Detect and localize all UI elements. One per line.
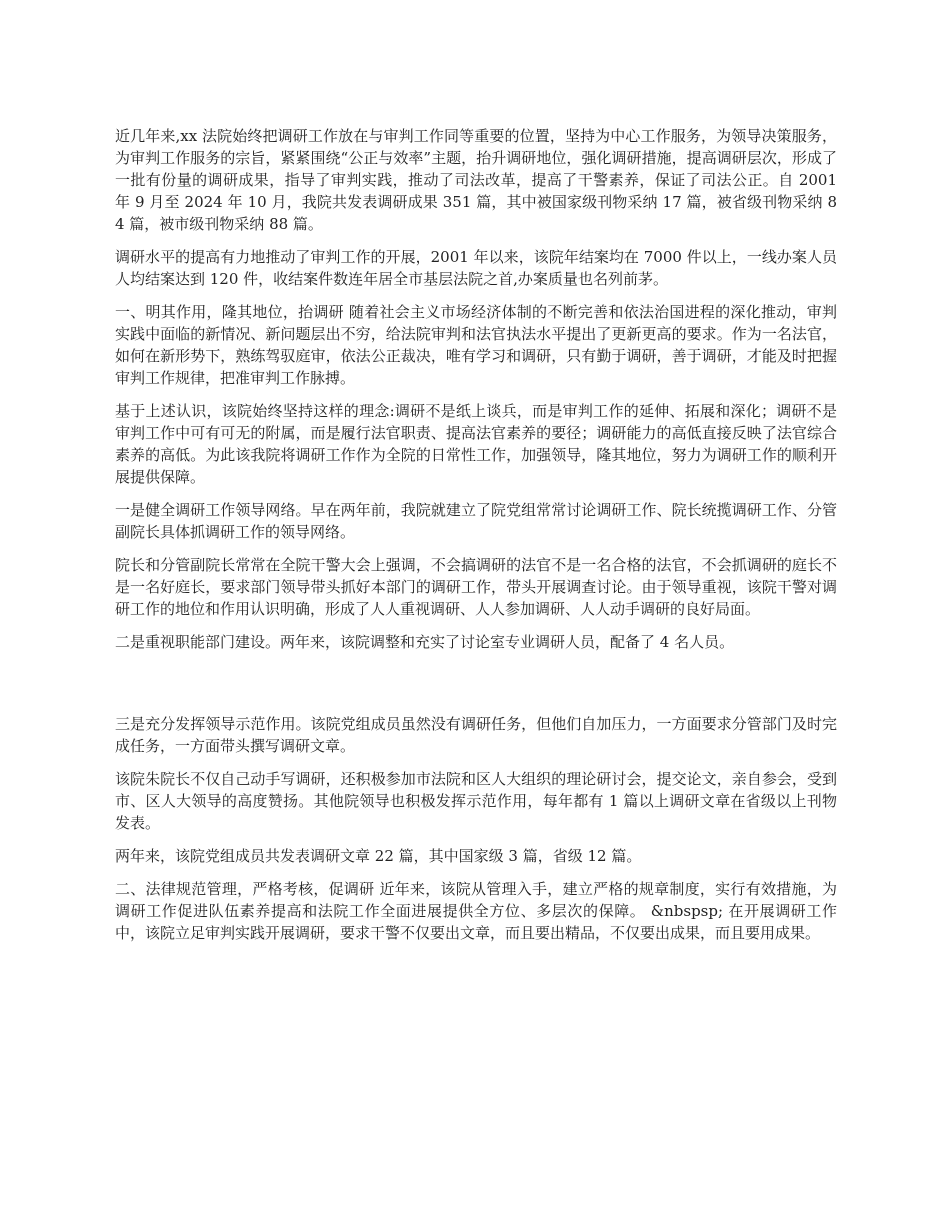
paragraph-results: 调研水平的提高有力地推动了审判工作的开展，2001 年以来，该院年结案均在 7000 件以上，一线办案人员人均结案达到 120 件，收结案件数连年居全市基层法院之首,办案质量也名列前茅。: [115, 248, 837, 288]
paragraph-section-one: 一、明其作用，隆其地位，抬调研 随着社会主义市场经济体制的不断完善和依法治国进程的深化推动，审判实践中面临的新情况、新问题层出不穷，给法院审判和法官执法水平提出了更新更高的要求。作为一名法官，如何在新形势下，熟练驾驭庭审，依法公正裁决，唯有学习和调研，只有勤于调研，善于调研，才能及时把握审判工作规律，把准审判工作脉搏。: [115, 303, 837, 387]
paragraph-department-building: 二是重视职能部门建设。两年来，该院调整和充实了讨论室专业调研人员，配备了 4 名人员。: [115, 633, 735, 651]
paragraph-philosophy: 基于上述认识，该院始终坚持这样的理念:调研不是纸上谈兵，而是审判工作的延伸、拓展和深化；调研不是审判工作中可有可无的附属，而是履行法官职责、提高法官素养的要径；调研能力的高低直接反映了法官综合素养的高低。为此该我院将调研工作作为全院的日常性工作，加强领导，隆其地位，努力为调研工作的顺利开展提供保障。: [115, 402, 837, 486]
document-page: [115, 125, 837, 955]
paragraph-section-two: 二、法律规范管理，严格考核，促调研 近年来，该院从管理入手，建立严格的规章制度，实行有效措施，为调研工作促进队伍素养提高和法院工作全面进展提供全方位、多层次的保障。 &nbspsp; 在开展调研工作中，该院立足审判实践开展调研，要求干警不仅要出文章，而且要出精品，不仅要出成果，而且要用成果。: [115, 880, 837, 942]
paragraph-leadership-emphasis: 院长和分管副院长常常在全院干警大会上强调，不会搞调研的法官不是一名合格的法官，不会抓调研的庭长不是一名好庭长，要求部门领导带头抓好本部门的调研工作，带头开展调查讨论。由于领导重视，该院干警对调研工作的地位和作用认识明确，形成了人人重视调研、人人参加调研、人人动手调研的良好局面。: [115, 556, 837, 618]
paragraph-president-zhu: 该院朱院长不仅自己动手写调研，还积极参加市法院和区人大组织的理论研讨会，提交论文，亲自参会，受到市、区人大领导的高度赞扬。其他院领导也积极发挥示范作用，每年都有 1 篇以上调研文章在省级以上刊物发表。: [115, 770, 837, 832]
paragraph-leader-example: 三是充分发挥领导示范作用。该院党组成员虽然没有调研任务，但他们自加压力，一方面要求分管部门及时完成任务，一方面带头撰写调研文章。: [115, 715, 837, 755]
paragraph-leadership-network: 一是健全调研工作领导网络。早在两年前，我院就建立了院党组常常讨论调研工作、院长统揽调研工作、分管副院长具体抓调研工作的领导网络。: [115, 501, 837, 541]
paragraph-article-count: 两年来，该院党组成员共发表调研文章 22 篇，其中国家级 3 篇，省级 12 篇。: [115, 847, 642, 865]
blank-gap: [115, 664, 837, 713]
paragraph-intro: 近几年来,xx 法院始终把调研工作放在与审判工作同等重要的位置，坚持为中心工作服务，为领导决策服务，为审判工作服务的宗旨，紧紧围绕“公正与效率”主题，抬升调研地位，强化调研措施，提高调研层次，形成了一批有份量的调研成果，指导了审判实践，推动了司法改革，提高了干警素养，保证了司法公正。自 2001 年 9 月至 2024 年 10 月，我院共发表调研成果 351 篇，其中被国家级刊物采纳 17 篇，被省级刊物采纳 84 篇，被市级刊物采纳 88 篇。: [115, 127, 837, 233]
